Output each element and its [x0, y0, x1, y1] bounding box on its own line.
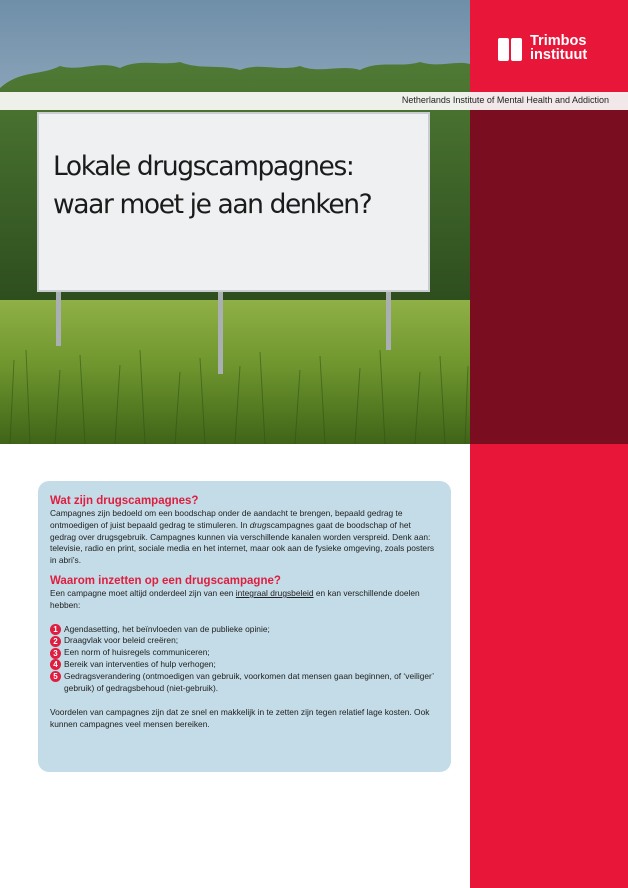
list-item	[50, 635, 439, 647]
info-box	[38, 481, 451, 772]
logo-line-1: Trimbos	[530, 33, 587, 49]
number-4-icon: 4	[50, 659, 61, 670]
brand-bar-middle	[470, 94, 628, 444]
title-line-1: Lokale drugscampagnes:	[53, 151, 354, 182]
section-closing: Voordelen van campagnes zijn dat ze snel en makkelijk in te zetten zijn tegen relatief lage kosten. Ook kunnen campagnes veel mensen bereiken.	[50, 707, 430, 730]
number-5-icon: 5	[50, 671, 61, 682]
trimbos-logo-text	[530, 34, 587, 62]
section-heading-why: Waarom inzetten op een drugscampagne?	[50, 574, 281, 587]
list-item	[50, 624, 439, 636]
subtitle-band	[0, 92, 628, 110]
institute-subtitle: Netherlands Institute of Mental Health and Addiction	[401, 95, 609, 105]
list-item-text: Agendasetting, het beïnvloeden van de publieke opinie;	[64, 623, 270, 634]
list-item	[50, 671, 439, 695]
emphasis-drug: drug	[249, 519, 267, 530]
title-line-2: waar moet je aan denken?	[53, 189, 372, 220]
number-2-icon: 2	[50, 636, 61, 647]
list-item-text: Draagvlak voor beleid creëren;	[64, 635, 179, 646]
section-intro-why: Een campagne moet altijd onderdeel zijn van een integraal drugsbeleid en kan verschillende doelen hebben:	[50, 587, 420, 610]
section-heading-what: Wat zijn drugscampagnes?	[50, 495, 199, 507]
list-item-text: Een norm of huisregels communiceren;	[64, 647, 210, 658]
list-item	[50, 659, 439, 671]
page-title	[53, 148, 371, 224]
logo-line-2: instituut	[530, 47, 588, 63]
billboard	[37, 112, 430, 292]
goals-list	[50, 624, 439, 695]
trimbos-logo-mark	[498, 35, 524, 61]
integraal-drugsbeleid-link[interactable]: integraal drugsbeleid	[235, 587, 314, 598]
section-body-what: Campagnes zijn bedoeld om een boodschap onder de aandacht te brengen, bepaald gedrag te ontmoedigen of juist bepaald gedrag te stimuleren. In drugscampagnes gaat de boodschap of het gedrag over drugsgebruik. Campagnes kunnen via verschillende kanalen worden verspreid. Denk aan: televisie, radio en print, sociale media en het internet, maar ook aan de fysieke omgeving, zoals posters in abri’s.	[50, 508, 435, 566]
number-1-icon: 1	[50, 624, 61, 635]
trimbos-logo	[498, 34, 587, 62]
list-item-text: Gedragsverandering (ontmoedigen van gebruik, voorkomen dat mensen gaan beginnen, of ‘veiliger’ gebruik) of gedragsbehoud (niet-gebruik).	[64, 670, 434, 693]
list-item	[50, 647, 439, 659]
brand-bar-bottom	[470, 444, 628, 888]
list-item-text: Bereik van interventies of hulp verhogen;	[64, 658, 216, 669]
number-3-icon: 3	[50, 648, 61, 659]
